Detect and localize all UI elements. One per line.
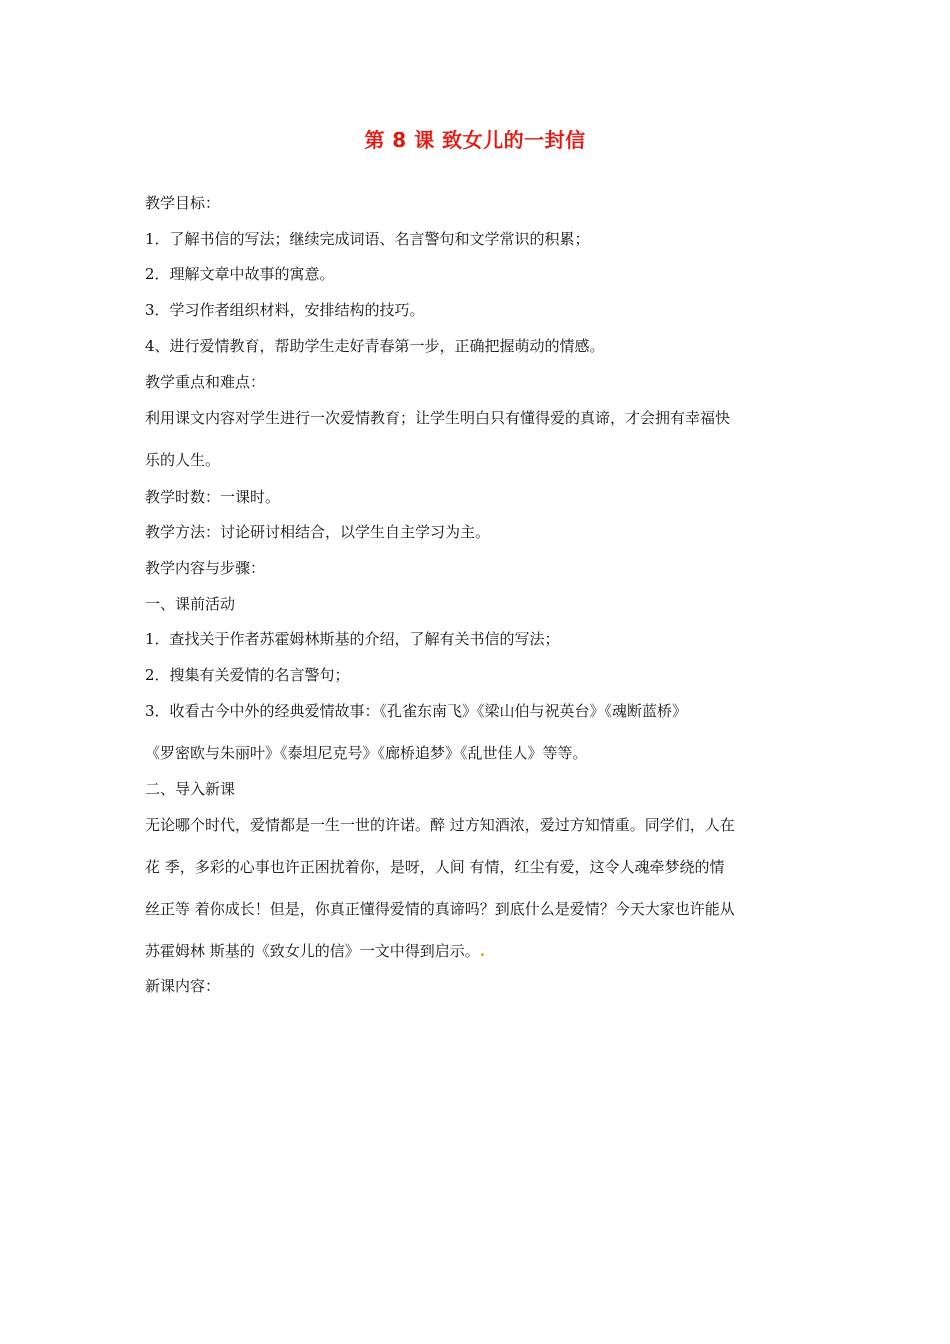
objective-item-1: 1．了解书信的写法；继续完成词语、名言警句和文学常识的积累； [145, 230, 590, 248]
subsection-pre-class: 一、课前活动 [145, 595, 236, 613]
introduction-text-line-1: 无论哪个时代，爱情都是一生一世的许诺。醉 过方知酒浓，爱过方知情重。同学们，人在 [145, 816, 735, 834]
section-heading-steps: 教学内容与步骤： [145, 559, 266, 577]
introduction-text-line-4-content: 苏霍姆林 斯基的《致女儿的信》一文中得到启示。 [145, 942, 480, 960]
pre-class-item-3-line-2: 《罗密欧与朱丽叶》《泰坦尼克号》《廊桥追梦》《乱世佳人》等等。 [145, 744, 588, 762]
document-title: 第 8 课 致女儿的一封信 [364, 128, 586, 152]
teaching-method: 教学方法：讨论研讨相结合，以学生自主学习为主。 [145, 523, 491, 541]
trailing-mark: . [479, 942, 486, 960]
pre-class-item-1: 1．查找关于作者苏霍姆林斯基的介绍，了解有关书信的写法； [145, 630, 560, 648]
section-heading-key-points: 教学重点和难点： [145, 373, 266, 391]
introduction-text-line-2: 花 季，多彩的心事也许正困扰着你，是呀，人间 有情，红尘有爱，这令人魂牵梦绕的情 [145, 858, 725, 876]
objective-item-3: 3．学习作者组织材料，安排结构的技巧。 [145, 301, 425, 319]
objective-item-2: 2．理解文章中故事的寓意。 [145, 265, 335, 283]
teaching-hours: 教学时数：一课时。 [145, 488, 281, 506]
introduction-text-line-3: 丝正等 着你成长！但是，你真正懂得爱情的真谛吗？到底什么是爱情？今天大家也许能从 [145, 900, 735, 918]
objective-item-4: 4、进行爱情教育，帮助学生走好青春第一步，正确把握萌动的情感。 [145, 337, 605, 355]
introduction-text-line-4 [145, 941, 810, 961]
section-heading-objectives: 教学目标： [145, 194, 221, 212]
pre-class-item-3-line-1: 3．收看古今中外的经典爱情故事：《孔雀东南飞》《梁山伯与祝英台》《魂断蓝桥》 [145, 702, 688, 720]
section-heading-new-content: 新课内容： [145, 977, 221, 995]
key-points-text-line-1: 利用课文内容对学生进行一次爱情教育；让学生明白只有懂得爱的真谛，才会拥有幸福快 [145, 409, 731, 427]
key-points-text-line-2: 乐的人生。 [145, 451, 221, 469]
pre-class-item-2: 2．搜集有关爱情的名言警句； [145, 666, 350, 684]
subsection-introduction: 二、导入新课 [145, 780, 236, 798]
